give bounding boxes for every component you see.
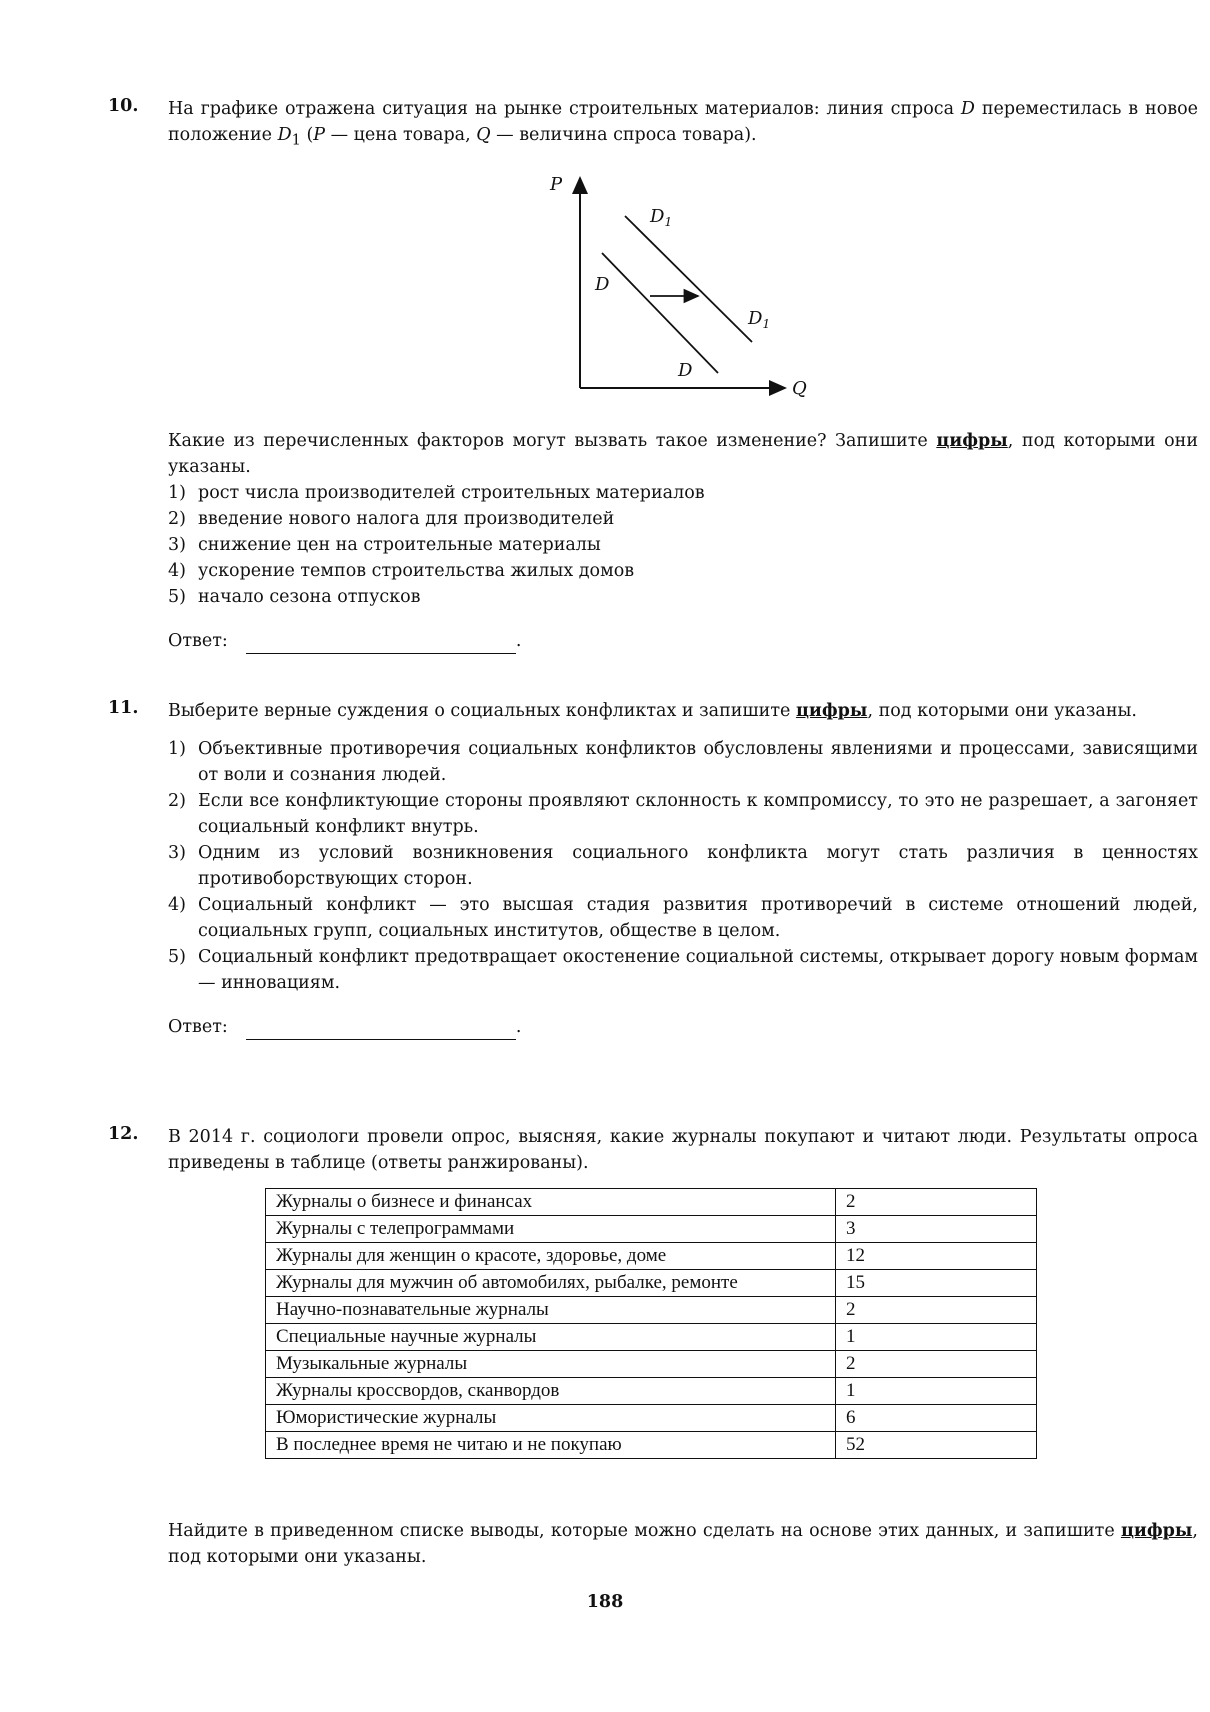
answer-field[interactable] [246,1019,516,1040]
option: 4) Социальный конфликт — это высшая стадия развития противоречий в системе отношений людей, социальных групп, социальных институтов, обществе в целом. [168,895,1198,941]
question-12 [108,1124,1198,1176]
table-row: Журналы с телепрограммами 3 [266,1216,1037,1243]
option: 3) Одним из условий возникновения социального конфликта могут стать различия в ценностях противоборствующих сторон. [168,843,1198,889]
question-number: 11. [108,698,139,718]
option: 2) введение нового налога для производителей [168,509,615,529]
option: 5) Социальный конфликт предотвращает окостенение социальной системы, открывает дорогу новым формам — инновациям. [168,947,1198,993]
table-row: Музыкальные журналы 2 [266,1351,1037,1378]
table-row: Журналы о бизнесе и финансах 2 [266,1189,1037,1216]
y-axis-label: P [550,174,563,195]
question-number: 12. [108,1124,139,1144]
label-d-top: D [595,274,610,295]
answer-row: Ответ: . [168,628,1198,654]
question-prompt: Выберите верные суждения о социальных конфликтах и запишите цифры, под которыми они указаны. [168,701,1137,721]
option: 3) снижение цен на строительные материалы [168,535,601,555]
answer-row: Ответ: . [168,1014,1198,1040]
options-list [168,736,1198,996]
answer-field[interactable] [246,633,516,654]
answer-label: Ответ: [168,631,228,651]
question-10-options [108,428,1198,654]
label-d-bottom: D [678,360,693,381]
table-row: В последнее время не читаю и не покупаю 52 [266,1432,1037,1459]
option: 1) рост числа производителей строительных материалов [168,483,705,503]
label-d1-top: $D_1$ [650,206,673,229]
label-d1-right: $D_1$ [748,308,771,331]
table-row: Научно-познавательные журналы 2 [266,1297,1037,1324]
survey-table [265,1188,1037,1459]
question-number: 10. [108,96,139,116]
question-12-prompt: Найдите в приведенном списке выводы, которые можно сделать на основе этих данных, и запишите цифры, под которыми они указаны. [168,1521,1198,1567]
demand-shift-graph [540,170,830,405]
demand-line-d1 [625,216,752,342]
option: 2) Если все конфликтующие стороны проявляют склонность к компромиссу, то это не разрешает, а загоняет социальный конфликт внутрь. [168,791,1198,837]
demand-line-d [602,253,718,373]
table-row: Журналы для женщин о красоте, здоровье, доме 12 [266,1243,1037,1270]
question-11 [108,698,1198,1040]
option: 1) Объективные противоречия социальных конфликтов обусловлены явлениями и процессами, зависящими от воли и сознания людей. [168,739,1198,785]
page-number: 188 [586,1592,624,1612]
table-row: Юмористические журналы 6 [266,1405,1037,1432]
answer-label: Ответ: [168,1017,228,1037]
option: 5) начало сезона отпусков [168,587,421,607]
question-intro: На графике отражена ситуация на рынке строительных материалов: линия спроса D переместилась в новое положение $D_1$ (P — цена товара, Q — величина спроса товара). [168,99,1199,149]
table-row: Журналы для мужчин об автомобилях, рыбалке, ремонте 15 [266,1270,1037,1297]
question-10 [108,96,1198,154]
option: 4) ускорение темпов строительства жилых домов [168,561,635,581]
x-axis-label: Q [792,378,807,399]
question-prompt: Какие из перечисленных факторов могут вызвать такое изменение? Запишите цифры, под которыми они указаны. [168,431,1198,477]
question-intro: В 2014 г. социологи провели опрос, выясняя, какие журналы покупают и читают люди. Результаты опроса приведены в таблице (ответы ранжированы). [168,1127,1198,1173]
table-row: Журналы кроссвордов, сканвордов 1 [266,1378,1037,1405]
table-row: Специальные научные журналы 1 [266,1324,1037,1351]
options-list [168,480,1198,610]
